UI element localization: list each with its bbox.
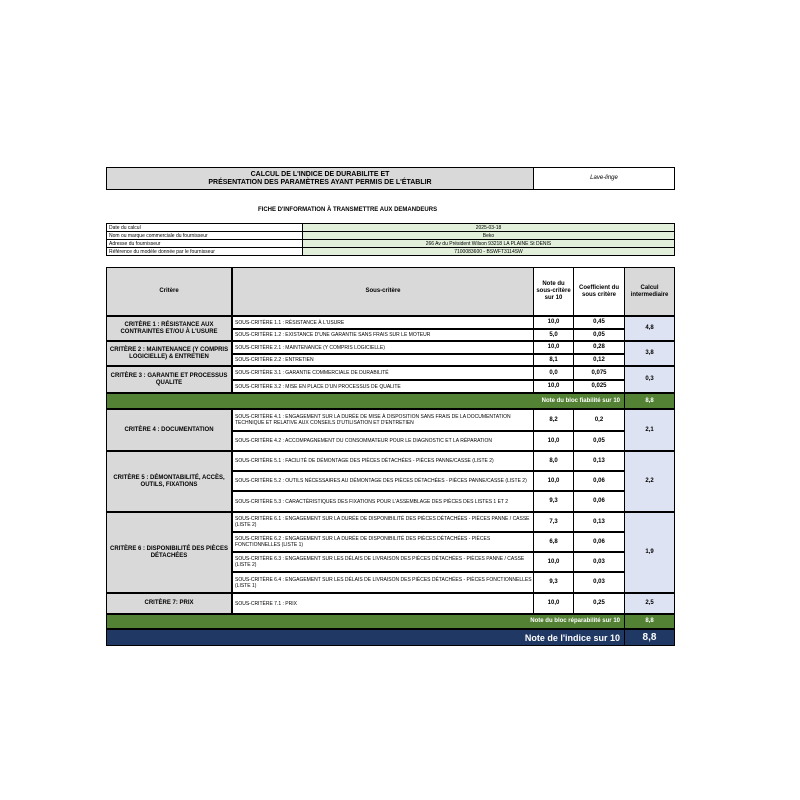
sub-coef-2-1-text: 0,28 (593, 344, 605, 350)
calc-2-text: 3,8 (645, 350, 654, 356)
sub-criterion-6-3 (232, 552, 534, 572)
sub-note-5-2 (533, 471, 574, 491)
calc-7-text: 2,5 (645, 600, 654, 606)
header-coef-text: Coefficient du sous critère (579, 284, 619, 298)
header-critere-text: Critère (159, 288, 179, 294)
sub-coef-4-1 (573, 409, 625, 431)
sub-criterion-5-3-text: SOUS-CRITÈRE 5.3 : CARACTÉRISTIQUES DES FIXATIONS POUR L'ASSEMBLAGE DES PIÈCES DES LISTES 1 ET 2 (235, 498, 509, 505)
info-label-2-text: Adresse du fournisseur (109, 240, 161, 247)
header-coef (573, 267, 625, 316)
sub-coef-3-2-text: 0,025 (591, 383, 607, 389)
calc-2 (624, 341, 675, 366)
criterion-5 (106, 451, 232, 512)
header-sous-critere-text: Sous-critère (365, 288, 401, 294)
sub-coef-6-3-text: 0,03 (593, 558, 605, 565)
sub-criterion-4-2-text: SOUS-CRITÈRE 4.2 : ACCOMPAGNEMENT DU CONSOMMATEUR POUR LE DIAGNOSTIC ET LA RÉPARATION (235, 438, 492, 444)
sub-coef-5-1 (573, 451, 625, 471)
final-score-label-text: Note de l'indice sur 10 (524, 632, 620, 643)
header-calcul (624, 267, 675, 316)
criterion-4 (106, 409, 232, 451)
sub-coef-4-2-text: 0,05 (593, 437, 605, 444)
sub-coef-2-2 (573, 354, 625, 366)
title-box (106, 167, 534, 190)
calc-6 (624, 512, 675, 593)
sub-criterion-5-2-text: SOUS-CRITÈRE 5.2 : OUTILS NÉCESSAIRES AU DÉMONTAGE DES PIÈCES DÉTACHÉES - PIÈCES PANNE/CASSE (LISTE 2) (235, 478, 527, 484)
sub-coef-6-1-text: 0,13 (593, 518, 605, 525)
calc-4-text: 2,1 (645, 426, 654, 433)
sub-criterion-4-2 (232, 431, 534, 451)
sub-note-3-1-text: 0,0 (549, 369, 558, 376)
sub-note-2-2 (533, 354, 574, 366)
sub-note-1-2 (533, 329, 574, 341)
criterion-5-text: CRITÈRE 5 : DÉMONTABILITÉ, ACCÈS, OUTILS, FIXATIONS (113, 474, 225, 488)
sub-coef-1-2 (573, 329, 625, 341)
sub-criterion-5-3 (232, 491, 534, 512)
sub-note-1-1-text: 10,0 (547, 319, 560, 325)
reparabilite-label (106, 614, 625, 629)
sub-note-6-3-text: 10,0 (547, 558, 560, 565)
sub-criterion-1-1-text: SOUS-CRITÈRE 1.1 : RÉSISTANCE À L'USURE (235, 319, 345, 326)
sub-coef-6-2 (573, 532, 625, 552)
subtitle: FICHE D'INFORMATION À TRANSMETTRE AUX DEMANDEURS (258, 207, 438, 213)
calc-6-text: 1,9 (645, 549, 654, 555)
sub-note-5-1 (533, 451, 574, 471)
sub-criterion-3-1 (232, 366, 534, 380)
reparabilite-label-text: Note du bloc réparabilité sur 10 (530, 618, 620, 624)
criterion-3 (106, 366, 232, 393)
criterion-7-text: CRITÈRE 7: PRIX (144, 600, 194, 606)
sub-note-4-2-text: 10,0 (547, 437, 560, 444)
sub-note-4-1-text: 8,2 (549, 416, 558, 423)
header-note (533, 267, 574, 316)
sub-criterion-2-2-text: SOUS-CRITÈRE 2.2 : ENTRETIEN (235, 357, 314, 363)
sub-coef-1-1 (573, 316, 625, 329)
fiabilite-value (624, 393, 675, 409)
criterion-6 (106, 512, 232, 593)
criterion-2 (106, 341, 232, 366)
calc-5-text: 2,2 (645, 478, 654, 484)
info-value-2-text: 266 Av du Président Wilson 93218 LA PLAINE St DENIS (425, 240, 552, 247)
sub-coef-5-2-text: 0,06 (593, 477, 605, 484)
sub-criterion-4-1-text: SOUS-CRITÈRE 4.1 : ENGAGEMENT SUR LA DURÉE DE MISE À DISPOSITION SANS FRAIS DE LA DOCUMENTATION TECHNIQUE ET RELATIVE AUX CONSEILS D'UTILISATION ET D'ENTRETIEN (235, 414, 511, 426)
sub-criterion-7-1-text: SOUS-CRITÈRE 7.1 : PRIX (235, 600, 297, 607)
sub-note-6-1 (533, 512, 574, 532)
calc-5 (624, 451, 675, 512)
sub-criterion-6-4-text: SOUS-CRITÈRE 6.4 : ENGAGEMENT SUR LES DÉLAIS DE LIVRAISON DES PIÈCES DÉTACHÉES - PIÈCES FONCTIONNELLES (LISTE 1) (235, 576, 532, 589)
sub-note-5-3-text: 9,3 (549, 498, 558, 504)
product-type-label: Lave-linge (590, 175, 618, 181)
reparabilite-value (624, 614, 675, 629)
header-critere (106, 267, 232, 316)
sub-criterion-7-1 (232, 593, 534, 614)
sub-criterion-2-1-text: SOUS-CRITÈRE 2.1 : MAINTENANCE (Y COMPRIS LOGICIELLE) (235, 344, 385, 351)
sub-coef-5-1-text: 0,13 (593, 457, 605, 464)
sub-note-1-1 (533, 316, 574, 329)
reparabilite-value-text: 8,8 (645, 618, 654, 624)
sub-coef-7-1-text: 0,25 (593, 600, 605, 606)
info-label-3 (106, 247, 303, 256)
sub-note-4-1 (533, 409, 574, 431)
sub-note-3-2-text: 10,0 (547, 383, 560, 389)
sub-note-4-2 (533, 431, 574, 451)
sub-coef-7-1 (573, 593, 625, 614)
criterion-1 (106, 316, 232, 341)
info-value-3-text: 7100083600 - BSWFT3114SW (454, 248, 523, 255)
sub-coef-6-1 (573, 512, 625, 532)
info-value-0-text: 2025-03-18 (475, 224, 502, 231)
sub-note-3-2 (533, 380, 574, 393)
title-line-2: PRÉSENTATION DES PARAMÈTRES AYANT PERMIS DE L'ÉTABLIR (208, 178, 432, 186)
sub-criterion-6-1 (232, 512, 534, 532)
sub-criterion-1-1 (232, 316, 534, 329)
fiabilite-label (106, 393, 625, 409)
sub-coef-4-2 (573, 431, 625, 451)
header-note-text: Note du sous-critère sur 10 (536, 281, 571, 301)
sub-criterion-5-2 (232, 471, 534, 491)
sub-criterion-6-3-text: SOUS-CRITÈRE 6.3 : ENGAGEMENT SUR LES DÉLAIS DE LIVRAISON DES PIÈCES DÉTACHÉES - PIÈCES PANNE / CASSE (LISTE 2) (235, 556, 525, 568)
sub-criterion-5-1-text: SOUS-CRITÈRE 5.1 : FACILITÉ DE DÉMONTAGE DES PIÈCES DÉTACHÉES - PIÈCES PANNE/CASSE (LISTE 2) (235, 458, 494, 464)
sub-coef-5-3 (573, 491, 625, 512)
info-value-3 (302, 247, 675, 256)
sub-note-5-1-text: 8,0 (549, 457, 558, 464)
sub-note-6-3 (533, 552, 574, 572)
calc-3-text: 0,3 (645, 376, 654, 382)
final-score-label (106, 629, 625, 646)
criterion-2-text: CRITÈRE 2 : MAINTENANCE (Y COMPRIS LOGICIELLE) & ENTRETIEN (109, 346, 229, 360)
sub-coef-2-2-text: 0,12 (593, 356, 605, 363)
sub-coef-6-4 (573, 572, 625, 593)
header-calcul-text: Calcul intermediaire (630, 284, 669, 298)
sub-note-3-1 (533, 366, 574, 380)
sub-coef-3-1-text: 0,075 (591, 369, 607, 376)
info-label-0-text: Date du calcul (109, 224, 141, 231)
title-line-1: CALCUL DE L'INDICE DE DURABILITE ET (250, 170, 390, 178)
sub-note-2-2-text: 8,1 (549, 356, 558, 363)
final-score-value (624, 629, 675, 646)
info-label-1-text: Nom ou marque commerciale du fournisseur (109, 232, 208, 239)
fiabilite-value-text: 8,8 (645, 397, 654, 404)
sub-coef-3-2 (573, 380, 625, 393)
sub-note-6-2-text: 6,8 (549, 538, 558, 545)
sub-note-5-2-text: 10,0 (547, 477, 560, 484)
sub-note-6-2 (533, 532, 574, 552)
calc-7 (624, 593, 675, 614)
sub-coef-1-1-text: 0,45 (593, 319, 605, 325)
sub-criterion-5-1 (232, 451, 534, 471)
sub-note-6-1-text: 7,3 (549, 518, 558, 525)
sub-coef-4-1-text: 0,2 (594, 416, 604, 423)
criterion-4-text: CRITÈRE 4 : DOCUMENTATION (124, 426, 214, 433)
sub-criterion-4-1 (232, 409, 534, 431)
criterion-3-text: CRITÈRE 3 : GARANTIE ET PROCESSUS QUALITE (110, 372, 228, 386)
sub-note-6-4 (533, 572, 574, 593)
criterion-6-text: CRITÈRE 6 : DISPONIBILITÉ DES PIÈCES DÉTACHÉES (109, 545, 229, 559)
info-label-3-text: Référence du modèle donnée par le fournisseur (109, 248, 215, 255)
sub-coef-6-4-text: 0,03 (593, 579, 605, 585)
info-value-1-text: Beko (482, 232, 495, 239)
sub-note-7-1 (533, 593, 574, 614)
sub-note-2-1 (533, 341, 574, 354)
sub-criterion-2-2 (232, 354, 534, 366)
sub-coef-1-2-text: 0,05 (593, 331, 605, 338)
header-sous-critere (232, 267, 534, 316)
criterion-7 (106, 593, 232, 614)
criterion-1-text: CRITÈRE 1 : RÉSISTANCE AUX CONTRAINTES ET/OU À L'USURE (120, 321, 218, 335)
sub-note-6-4-text: 9,3 (549, 579, 558, 585)
sub-criterion-3-1-text: SOUS-CRITÈRE 3.1 : GARANTIE COMMERCIALE DE DURABILITÉ (235, 370, 389, 376)
product-type (533, 167, 675, 190)
calc-1 (624, 316, 675, 341)
sub-criterion-2-1 (232, 341, 534, 354)
calc-3 (624, 366, 675, 393)
sub-criterion-1-2 (232, 329, 534, 341)
sub-coef-5-3-text: 0,06 (593, 498, 605, 504)
sub-criterion-3-2 (232, 380, 534, 393)
sub-criterion-6-1-text: SOUS-CRITÈRE 6.1 : ENGAGEMENT SUR LA DURÉE DE DISPONIBILITÉ DES PIÈCES DÉTACHÉES - PIÈCES PANNE / CASSE (LISTE 2) (235, 516, 530, 528)
final-score-value-text: 8,8 (642, 632, 657, 643)
sub-coef-2-1 (573, 341, 625, 354)
sub-coef-3-1 (573, 366, 625, 380)
sub-note-7-1-text: 10,0 (547, 600, 560, 606)
sub-note-5-3 (533, 491, 574, 512)
calc-4 (624, 409, 675, 451)
sub-criterion-3-2-text: SOUS-CRITÈRE 3.2 : MISE EN PLACE D'UN PROCESSUS DE QUALITE (235, 383, 401, 390)
calc-1-text: 4,8 (645, 325, 654, 331)
sub-criterion-6-2 (232, 532, 534, 552)
sub-criterion-1-2-text: SOUS-CRITÈRE 1.2 : EXISTANCE D'UNE GARANTIE SANS FRAIS SUR LE MOTEUR (235, 332, 431, 338)
sub-coef-6-3 (573, 552, 625, 572)
fiabilite-label-text: Note du bloc fiabilité sur 10 (541, 397, 620, 404)
sub-criterion-6-2-text: SOUS-CRITÈRE 6.2 : ENGAGEMENT SUR LA DURÉE DE DISPONIBILITÉ DES PIÈCES DÉTACHÉES - PIÈCES FONCTIONNELLES (LISTE 1) (235, 536, 491, 548)
sub-coef-6-2-text: 0,06 (593, 538, 605, 545)
sub-coef-5-2 (573, 471, 625, 491)
sub-criterion-6-4 (232, 572, 534, 593)
sub-note-1-2-text: 5,0 (549, 331, 558, 338)
sub-note-2-1-text: 10,0 (547, 344, 560, 350)
